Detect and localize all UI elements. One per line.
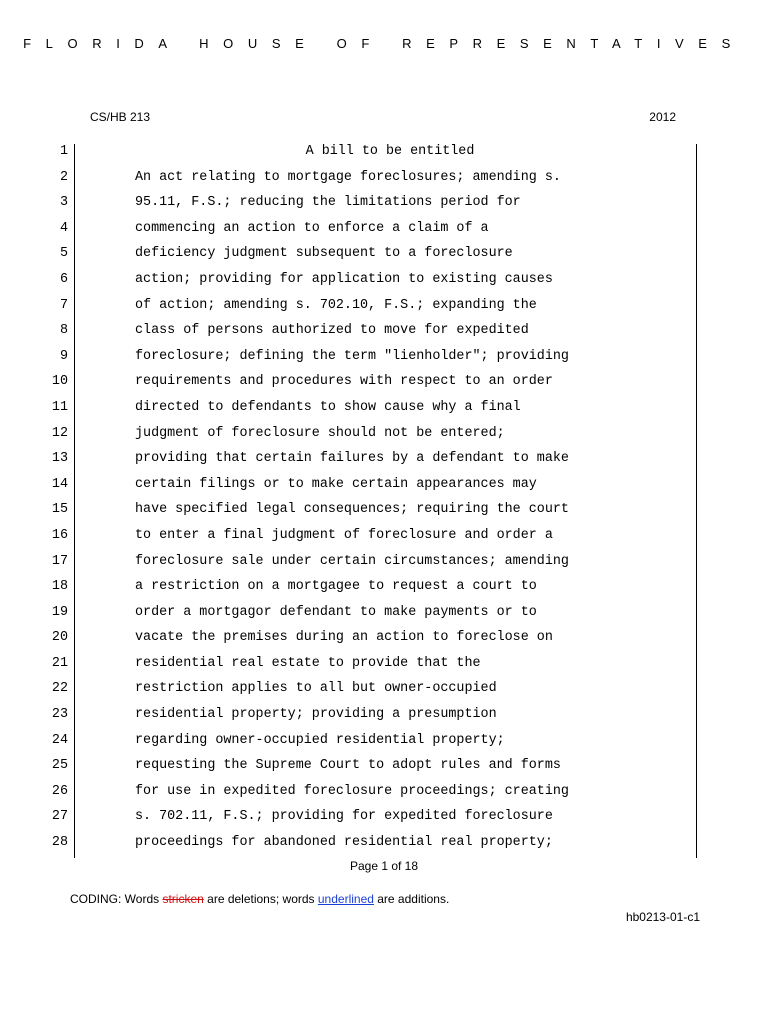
line-number: 17 — [51, 553, 68, 569]
line-number: 26 — [51, 783, 68, 799]
bill-text-line: proceedings for abandoned residential real property; — [135, 835, 553, 851]
bill-text-line: certain filings or to make certain appearances may — [135, 476, 537, 492]
left-margin-rule — [74, 144, 75, 858]
line-number: 16 — [51, 527, 68, 543]
chamber-title: FLORIDA HOUSE OF REPRESENTATIVES — [23, 36, 745, 51]
line-number: 19 — [51, 604, 68, 620]
document-code: hb0213-01-c1 — [625, 910, 700, 924]
right-margin-rule — [696, 144, 697, 858]
bill-body — [90, 142, 690, 859]
bill-text-line: requirements and procedures with respect to an order — [135, 374, 553, 390]
bill-text-line: order a mortgagor defendant to make payments or to — [135, 604, 537, 620]
bill-text-line: have specified legal consequences; requiring the court — [135, 502, 569, 518]
line-number: 20 — [51, 630, 68, 646]
bill-text-line: judgment of foreclosure should not be entered; — [135, 425, 505, 441]
line-number: 18 — [51, 579, 68, 595]
bill-id: CS/HB 213 — [90, 110, 151, 124]
line-number: 9 — [59, 348, 68, 364]
bill-text-line: foreclosure sale under certain circumstances; amending — [135, 553, 569, 569]
bill-heading: A bill to be entitled — [305, 144, 475, 159]
coding-middle: are deletions; words — [203, 892, 318, 906]
line-number: 7 — [59, 297, 68, 313]
line-number: 12 — [51, 425, 68, 441]
page-number: Page 1 of 18 — [349, 859, 419, 873]
bill-text-line: to enter a final judgment of foreclosure and order a — [135, 527, 553, 543]
bill-text-line: of action; amending s. 702.10, F.S.; expanding the — [135, 297, 537, 313]
bill-text-line: for use in expedited foreclosure proceedings; creating — [135, 783, 569, 799]
line-number: 6 — [59, 271, 68, 287]
line-number: 25 — [51, 758, 68, 774]
bill-text-line: requesting the Supreme Court to adopt rules and forms — [135, 758, 561, 774]
bill-text-line: 95.11, F.S.; reducing the limitations period for — [135, 195, 521, 211]
line-number: 14 — [51, 476, 68, 492]
coding-prefix: CODING: Words — [70, 892, 163, 906]
line-number: 10 — [51, 374, 68, 390]
coding-legend — [70, 892, 449, 906]
line-number: 5 — [59, 246, 68, 262]
coding-suffix: are additions. — [373, 892, 450, 906]
line-number: 23 — [51, 707, 68, 723]
bill-text-line: An act relating to mortgage foreclosures; amending s. — [135, 169, 561, 185]
line-number-column — [30, 142, 68, 859]
bill-text-line: action; providing for application to existing causes — [135, 271, 553, 287]
line-number: 24 — [51, 732, 68, 748]
line-number: 11 — [51, 399, 68, 415]
line-number: 3 — [59, 195, 68, 211]
bill-text-line: vacate the premises during an action to foreclose on — [135, 630, 553, 646]
bill-text-line: class of persons authorized to move for expedited — [135, 323, 529, 339]
line-number: 27 — [51, 809, 68, 825]
line-number: 13 — [51, 451, 68, 467]
bill-text-line: a restriction on a mortgagee to request a court to — [135, 579, 537, 595]
line-number: 22 — [51, 681, 68, 697]
line-number: 1 — [59, 144, 68, 159]
line-number: 15 — [51, 502, 68, 518]
bill-text-line: s. 702.11, F.S.; providing for expedited foreclosure — [135, 809, 553, 825]
bill-text-line: residential real estate to provide that the — [135, 655, 481, 671]
coding-underlined-sample: underlined — [317, 892, 374, 906]
bill-text-line: residential property; providing a presumption — [135, 707, 497, 723]
coding-stricken-sample: stricken — [162, 892, 204, 906]
line-number: 8 — [59, 323, 68, 339]
line-number: 4 — [59, 220, 68, 236]
bill-year: 2012 — [649, 110, 676, 124]
bill-text-line: providing that certain failures by a defendant to make — [135, 451, 569, 467]
bill-text-line: directed to defendants to show cause why a final — [135, 399, 521, 415]
bill-text-line: regarding owner-occupied residential property; — [135, 732, 505, 748]
bill-text-line: restriction applies to all but owner-occupied — [135, 681, 497, 697]
line-number: 28 — [51, 835, 68, 851]
line-number: 21 — [51, 655, 68, 671]
bill-text-line: commencing an action to enforce a claim of a — [135, 220, 489, 236]
bill-text-line: deficiency judgment subsequent to a foreclosure — [135, 246, 513, 262]
bill-text-line: foreclosure; defining the term "lienholder"; providing — [135, 348, 569, 364]
line-number: 2 — [59, 169, 68, 185]
